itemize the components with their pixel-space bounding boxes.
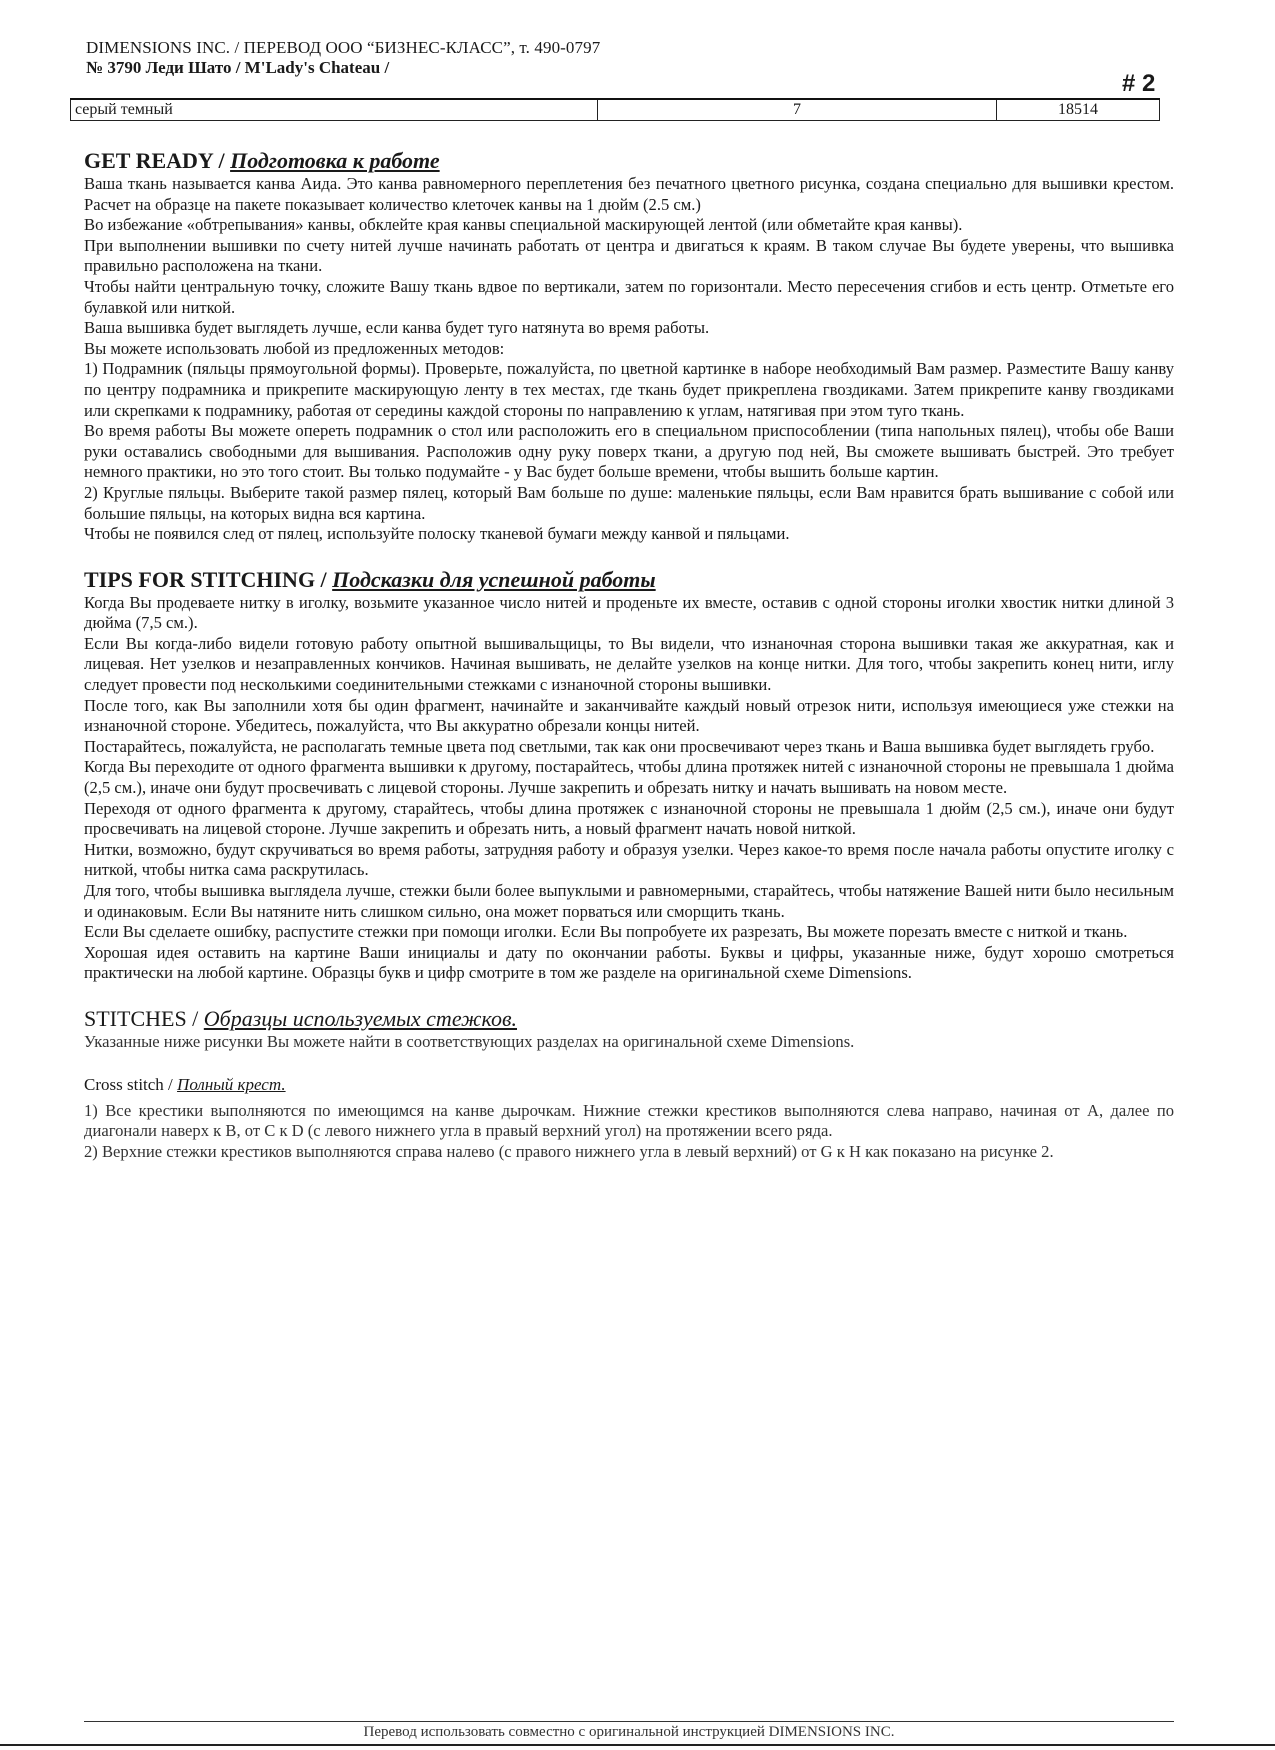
paragraph: 1) Подрамник (пяльцы прямоугольной формы). Проверьте, пожалуйста, по цветной картинке в наборе необходимый Вам размер. Разместите Вашу канву по центру подрамника и прикрепите маскирующую ленту в тех местах, где ткань будет прикреплена гвоздиками. Затем прикрепите канву гвоздиками или скрепками к подрамнику, работая от середины каждой стороны по направлению к углам, натягивая при этом туго ткань. [84,359,1174,420]
heading-en: TIPS FOR STITCHING / [84,566,333,592]
paragraph: Указанные ниже рисунки Вы можете найти в соответствующих разделах на оригинальной схеме Dimensions. [84,1031,855,1051]
subheading-en: Cross stitch / [84,1074,178,1094]
color-table [70,98,1160,121]
document-body [84,148,1174,1184]
section-stitches [84,1006,1174,1162]
heading-ru: Подготовка к работе [230,148,440,173]
paragraph: Ваша ткань называется канва Аида. Это канва равномерного переплетения без печатного цветного рисунка, создана специально для вышивки крестом. Расчет на образце на пакете показывает количество клеточек канвы на 1 дюйм (2.5 см.) [84,174,1174,214]
table-row [71,99,1160,121]
section-get-ready [84,148,1174,545]
section-heading [84,567,1174,593]
paragraph: Если Вы сделаете ошибку, распустите стежки при помощи иголки. Если Вы попробуете их разрезать, Вы можете порезать вместе с ниткой и ткань. [84,922,1128,942]
paragraph: Когда Вы переходите от одного фрагмента вышивки к другому, постарайтесь, чтобы длина протяжек нитей с изнаночной стороны не превышала 1 дюйма (2,5 см.), иначе они будут просвечивать с лицевой стороны. Лучше закрепить и обрезать нитку и начать вышивать на новом месте. [84,757,1174,798]
heading-en: STITCHES / [84,1005,204,1031]
paragraph: Во избежание «обтрепывания» канвы, обклейте края канвы специальной маскирующей лентой (или обметайте края канвы). [84,215,963,235]
section-heading [84,148,1174,174]
footer-divider-bottom [0,1744,1275,1746]
paragraph: После того, как Вы заполнили хотя бы один фрагмент, начинайте и заканчивайте каждый новый отрезок нити, используя имеющиеся уже стежки на изнаночной стороне. Убедитесь, пожалуйста, что Вы аккуратно обрезали концы нитей. [84,695,1174,736]
color-code-cell: 18514 [997,99,1160,121]
paragraph: Хорошая идея оставить на картине Ваши инициалы и дату по окончании работы. Буквы и цифры, указанные ниже, будут хорошо смотреться практически на любой картине. Образцы букв и цифр смотрите в том же разделе на оригинальной схеме Dimensions. [84,942,1174,983]
publisher-header: DIMENSIONS INC. / ПЕРЕВОД ООО “БИЗНЕС-КЛАСС”, т. 490-0797 [86,38,601,57]
subheading-cross-stitch [84,1075,1174,1095]
paragraph: Когда Вы продеваете нитку в иголку, возьмите указанное число нитей и проденьте их вместе, оставив с одной стороны иголки хвостик нитки длиной 3 дюйма (7,5 см.). [84,592,1174,633]
footer-divider [84,1721,1174,1722]
heading-en: GET READY / [84,148,231,173]
paragraph: 1) Все крестики выполняются по имеющимся на канве дырочкам. Нижние стежки крестиков выполняются слева направо, начиная от A, далее по диагонали наверх к B, от C к D (с левого нижнего угла в правый верхний угол) на протяжении всего ряда. [84,1100,1174,1141]
paragraph: При выполнении вышивки по счету нитей лучше начинать работать от центра и двигаться к краям. В таком случае Вы будете уверены, что вышивка правильно расположена на ткани. [84,235,1174,276]
strands-cell: 7 [598,99,997,121]
paragraph: Во время работы Вы можете опереть подрамник о стол или расположить его в специальном приспособлении (типа напольных пялец), чтобы обе Ваши руки оставались свободными для вышивания. Расположив одну руку поверх ткани, а другую под ней, Вы сможете вышивать быстрей. Это требует немного практики, но это того стоит. Вы только подумайте - у Вас будет больше времени, чтобы вышить больше картин. [84,421,1174,482]
color-name-cell: серый темный [71,99,598,121]
kit-title: № 3790 Леди Шато / M'Lady's Chateau / [86,58,390,77]
page-number: # 2 [1122,70,1156,97]
paragraph: Ваша вышивка будет выглядеть лучше, если канва будет туго натянута во время работы. [84,318,710,338]
paragraph: Нитки, возможно, будут скручиваться во время работы, затрудняя работу и образуя узелки. Через какое-то время после начала работы опустите иголку с ниткой, чтобы нитка сама раскрутилась. [84,839,1174,880]
paragraph: Чтобы не появился след от пялец, используйте полоску тканевой бумаги между канвой и пяльцами. [84,524,790,544]
heading-ru: Подсказки для успешной работы [332,566,656,592]
paragraph: 2) Круглые пяльцы. Выберите такой размер пялец, который Вам больше по душе: маленькие пяльцы, если Вам нравится брать вышивание с собой или большие пяльцы, на которых видна вся картина. [84,482,1174,523]
footer-note: Перевод использовать совместно с оригинальной инструкцией DIMENSIONS INC. [363,1724,895,1740]
paragraph: Если Вы когда-либо видели готовую работу опытной вышивальщицы, то Вы видели, что изнаночная сторона вышивки такая же аккуратная, как и лицевая. Нет узелков и незаправленных кончиков. Начиная вышивать, не делайте узелков на конце нитки. Для того, чтобы закрепить конец нити, иглу следует провести под несколькими соединительными стежками с изнаночной стороны вышивки. [84,633,1174,695]
section-tips [84,567,1174,984]
heading-ru: Образцы используемых стежков. [203,1005,518,1031]
paragraph: 2) Верхние стежки крестиков выполняются справа налево (с правого нижнего угла в левый верхний) от G к H как показано на рисунке 2. [84,1141,1054,1161]
paragraph: Для того, чтобы вышивка выглядела лучше, стежки были более выпуклыми и равномерными, старайтесь, чтобы натяжение Вашей нити было несильным и одинаковым. Если Вы натяните нить слишком сильно, она может порваться или сморщить ткань. [84,881,1174,921]
paragraph: Переходя от одного фрагмента к другому, старайтесь, чтобы длина протяжек с изнаночной стороны не превышала 1 дюйм (2,5 см.), иначе они будут просвечивать на лицевой стороне. Лучше закрепить и обрезать нить, а новый фрагмент начать новой ниткой. [84,798,1174,839]
paragraph: Постарайтесь, пожалуйста, не располагать темные цвета под светлыми, так как они просвечивают через ткань и Ваша вышивка будет выглядеть грубо. [84,736,1155,756]
subheading-ru: Полный крест. [177,1074,286,1094]
paragraph: Чтобы найти центральную точку, сложите Вашу ткань вдвое по вертикали, затем по горизонтали. Место пересечения сгибов и есть центр. Отметьте его булавкой или ниткой. [84,276,1174,317]
section-heading [84,1006,1174,1032]
paragraph: Вы можете использовать любой из предложенных методов: [84,338,505,358]
